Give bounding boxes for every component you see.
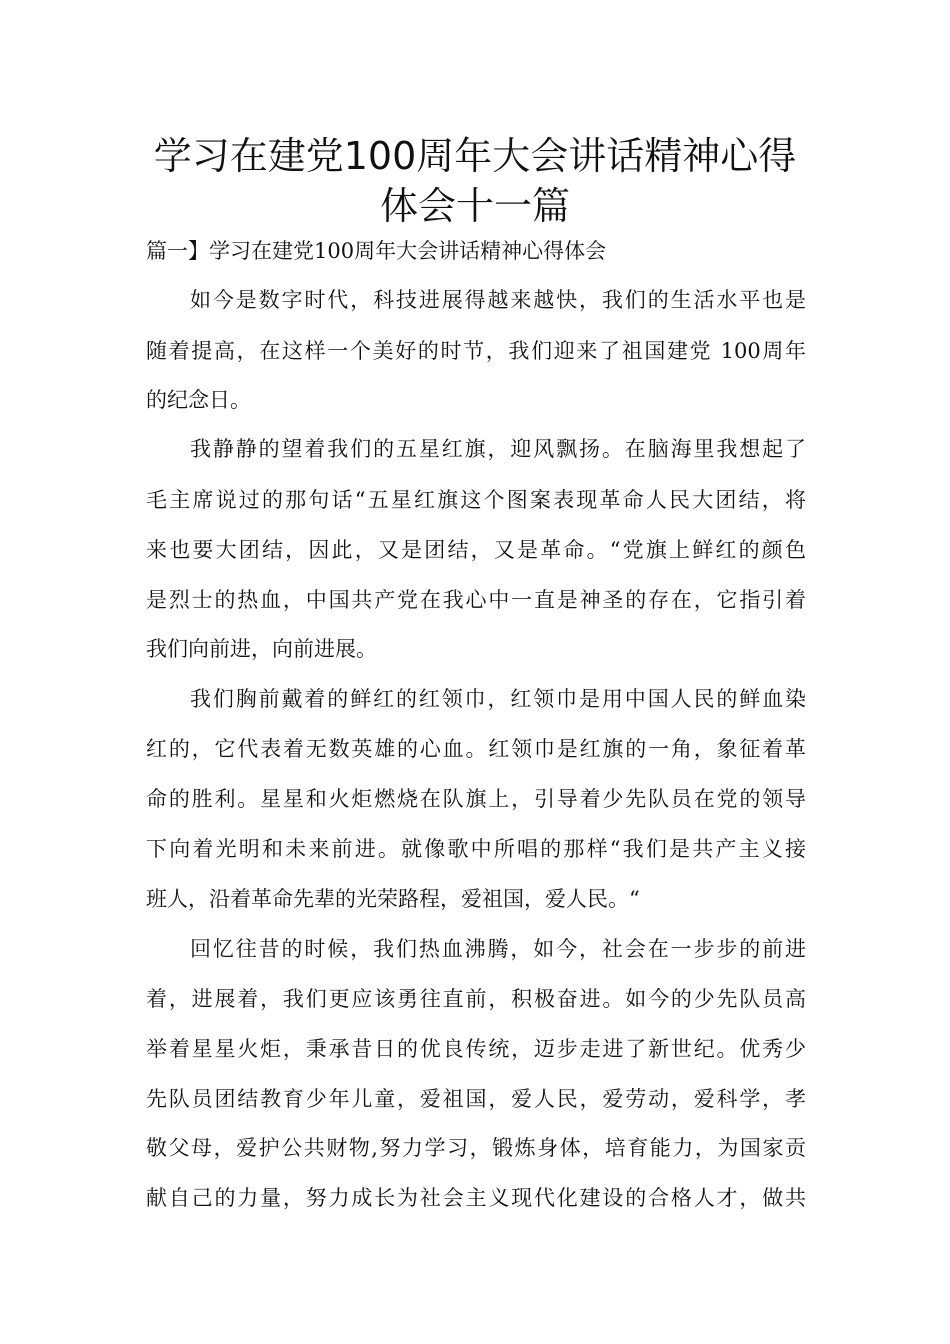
body-line: 我静静的望着我们的五星红旗，迎风飘扬。在脑海里我想起了 xyxy=(190,437,806,461)
body-line: 先队员团结教育少年儿童，爱祖国，爱人民，爱劳动，爱科学，孝 xyxy=(146,1087,806,1111)
body-line: 敬父母，爱护公共财物,努力学习，锻炼身体，培育能力，为国家贡 xyxy=(146,1136,806,1160)
section-heading: 篇一】学习在建党100周年大会讲话精神心得体会 xyxy=(146,239,607,263)
body-line: 如今是数字时代，科技进展得越来越快，我们的生活水平也是 xyxy=(190,288,806,312)
body-line: 班人，沿着革命先辈的光荣路程，爱祖国，爱人民。“ xyxy=(146,887,640,911)
document-title-line-1: 学习在建党100周年大会讲话精神心得 xyxy=(153,134,797,178)
body-line: 的纪念日。 xyxy=(146,388,251,412)
body-line: 毛主席说过的那句话“五星红旗这个图案表现革命人民大团结，将 xyxy=(146,488,806,512)
body-line: 举着星星火炬，秉承昔日的优良传统，迈步走进了新世纪。优秀少 xyxy=(146,1037,806,1061)
body-line: 我们胸前戴着的鲜红的红领巾，红领巾是用中国人民的鲜血染 xyxy=(190,687,806,711)
body-line: 着，进展着，我们更应该勇往直前，积极奋进。如今的少先队员高 xyxy=(146,987,806,1011)
body-line: 我们向前进，向前进展。 xyxy=(146,637,377,661)
body-line: 来也要大团结，因此，又是团结，又是革命。“党旗上鲜红的颜色 xyxy=(146,538,806,562)
body-line: 献自己的力量，努力成长为社会主义现代化建设的合格人才，做共 xyxy=(146,1186,806,1210)
body-line: 命的胜利。星星和火炬燃烧在队旗上，引导着少先队员在党的领导 xyxy=(146,787,806,811)
body-line: 回忆往昔的时候，我们热血沸腾，如今，社会在一步步的前进 xyxy=(190,937,806,961)
document-title-line-2: 体会十一篇 xyxy=(379,184,570,228)
body-line: 下向着光明和未来前进。就像歌中所唱的那样“我们是共产主义接 xyxy=(146,837,806,861)
body-line: 红的，它代表着无数英雄的心血。红领巾是红旗的一角，象征着革 xyxy=(146,737,806,761)
body-line: 是烈士的热血，中国共产党在我心中一直是神圣的存在，它指引着 xyxy=(146,588,806,612)
body-line: 随着提高，在这样一个美好的时节，我们迎来了祖国建党 100周年 xyxy=(146,339,806,363)
